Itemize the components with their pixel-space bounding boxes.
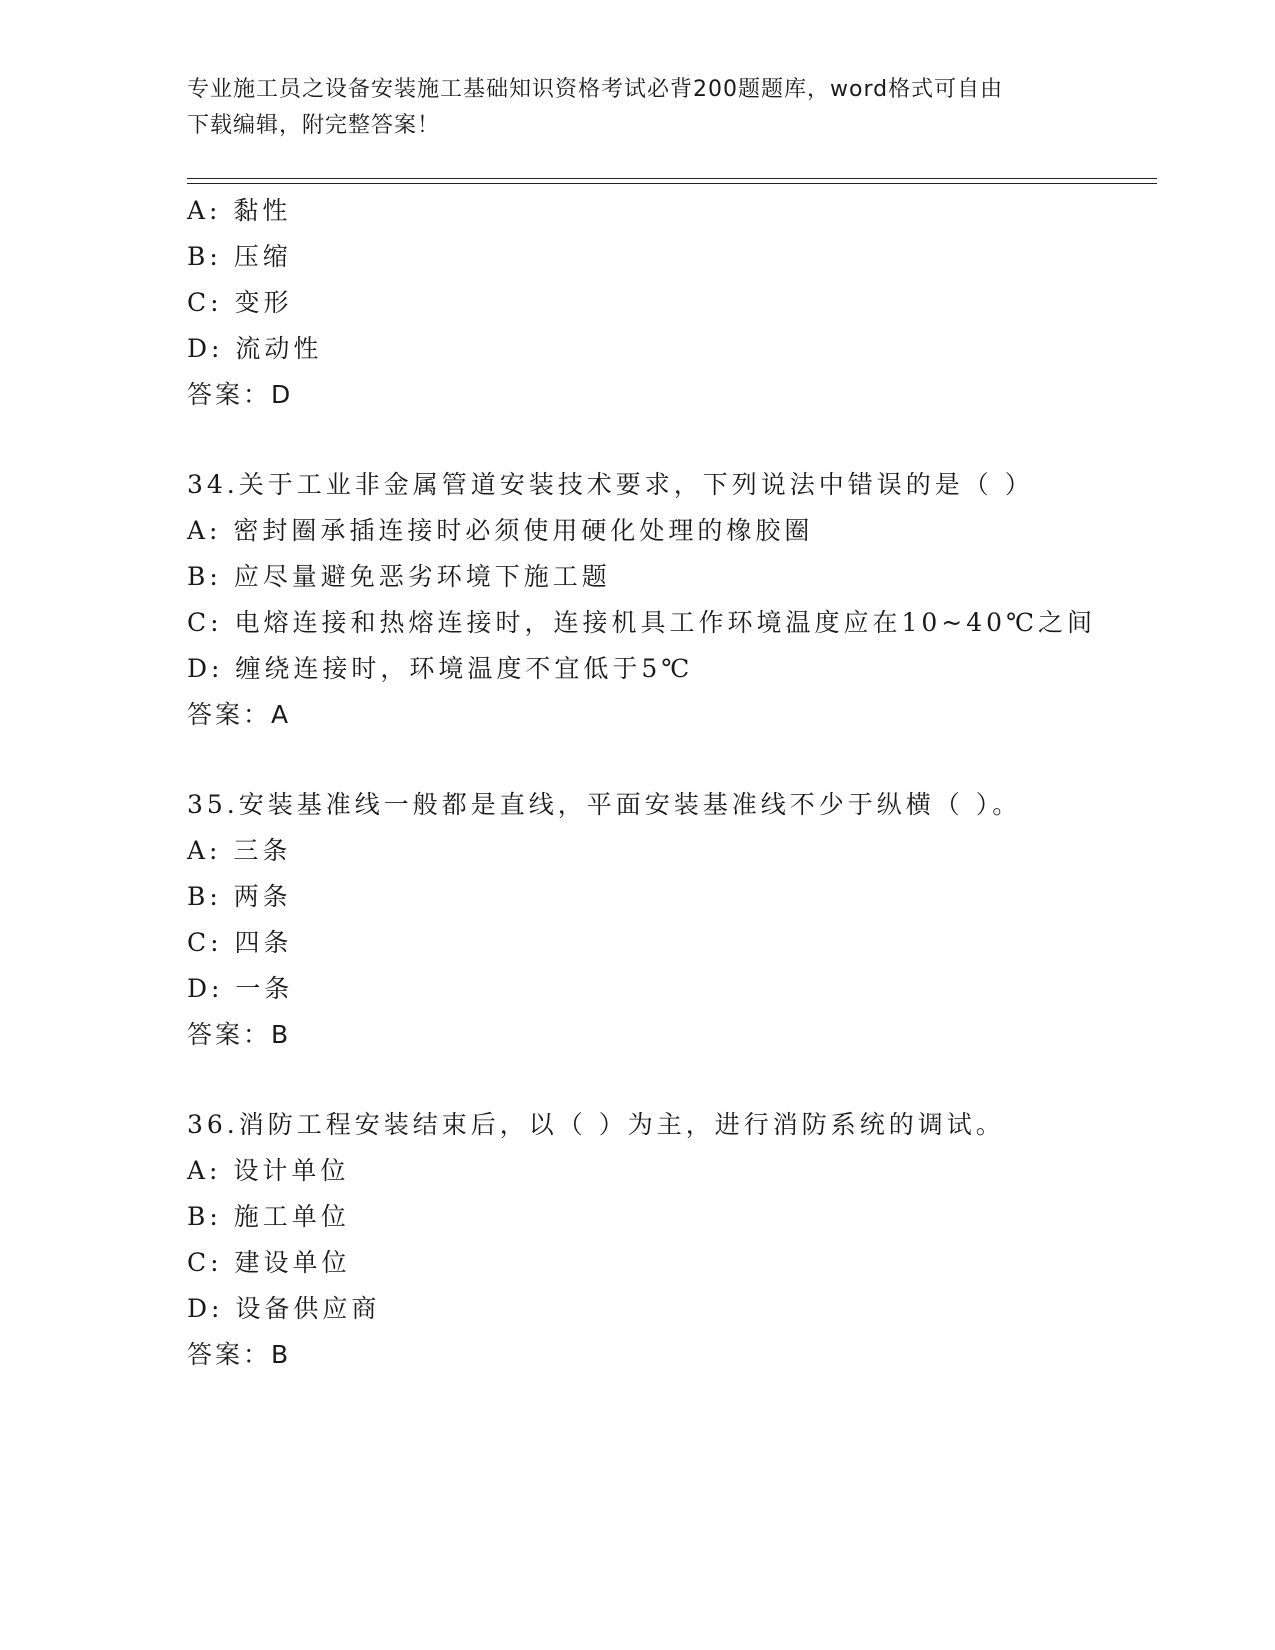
header-line-2: 下载编辑，附完整答案！ bbox=[187, 113, 441, 138]
option-b: B: 两条 bbox=[187, 882, 292, 911]
question-block-34 bbox=[187, 462, 1157, 738]
option-d: D: 流动性 bbox=[187, 334, 323, 363]
option-c: C: 电熔连接和热熔连接时，连接机具工作环境温度应在10~40℃之间 bbox=[187, 608, 1097, 637]
option-b: B: 施工单位 bbox=[187, 1202, 350, 1231]
header-divider-bottom bbox=[187, 183, 1157, 184]
question-text: 36.消防工程安装结束后，以（ ）为主，进行消防系统的调试。 bbox=[187, 1110, 1005, 1139]
option-d: D: 设备供应商 bbox=[187, 1294, 381, 1323]
question-list bbox=[187, 188, 1157, 1378]
question-text: 35.安装基准线一般都是直线，平面安装基准线不少于纵横（ ）。 bbox=[187, 790, 1022, 819]
option-d: D: 缠绕连接时，环境温度不宜低于5℃ bbox=[187, 654, 694, 683]
header-line-1: 专业施工员之设备安装施工基础知识资格考试必背200题题库，word格式可自由 bbox=[187, 77, 1004, 102]
question-block-33 bbox=[187, 188, 1157, 418]
option-a: A: 黏性 bbox=[187, 196, 292, 225]
option-a: A: 设计单位 bbox=[187, 1156, 350, 1185]
answer-text: 答案：A bbox=[187, 700, 292, 729]
option-b: B: 应尽量避免恶劣环境下施工题 bbox=[187, 562, 611, 591]
header-divider-top bbox=[187, 178, 1157, 179]
option-b: B: 压缩 bbox=[187, 242, 292, 271]
option-a: A: 密封圈承插连接时必须使用硬化处理的橡胶圈 bbox=[187, 516, 814, 545]
option-c: C: 变形 bbox=[187, 288, 293, 317]
question-block-35 bbox=[187, 782, 1157, 1058]
option-c: C: 四条 bbox=[187, 928, 293, 957]
option-d: D: 一条 bbox=[187, 974, 294, 1003]
answer-text: 答案：B bbox=[187, 1020, 292, 1049]
answer-text: 答案：B bbox=[187, 1340, 292, 1369]
answer-text: 答案：D bbox=[187, 380, 294, 409]
option-c: C: 建设单位 bbox=[187, 1248, 351, 1277]
option-a: A: 三条 bbox=[187, 836, 292, 865]
document-header bbox=[187, 72, 1087, 144]
question-block-36 bbox=[187, 1102, 1157, 1378]
question-text: 34.关于工业非金属管道安装技术要求，下列说法中错误的是（ ） bbox=[187, 470, 1034, 499]
